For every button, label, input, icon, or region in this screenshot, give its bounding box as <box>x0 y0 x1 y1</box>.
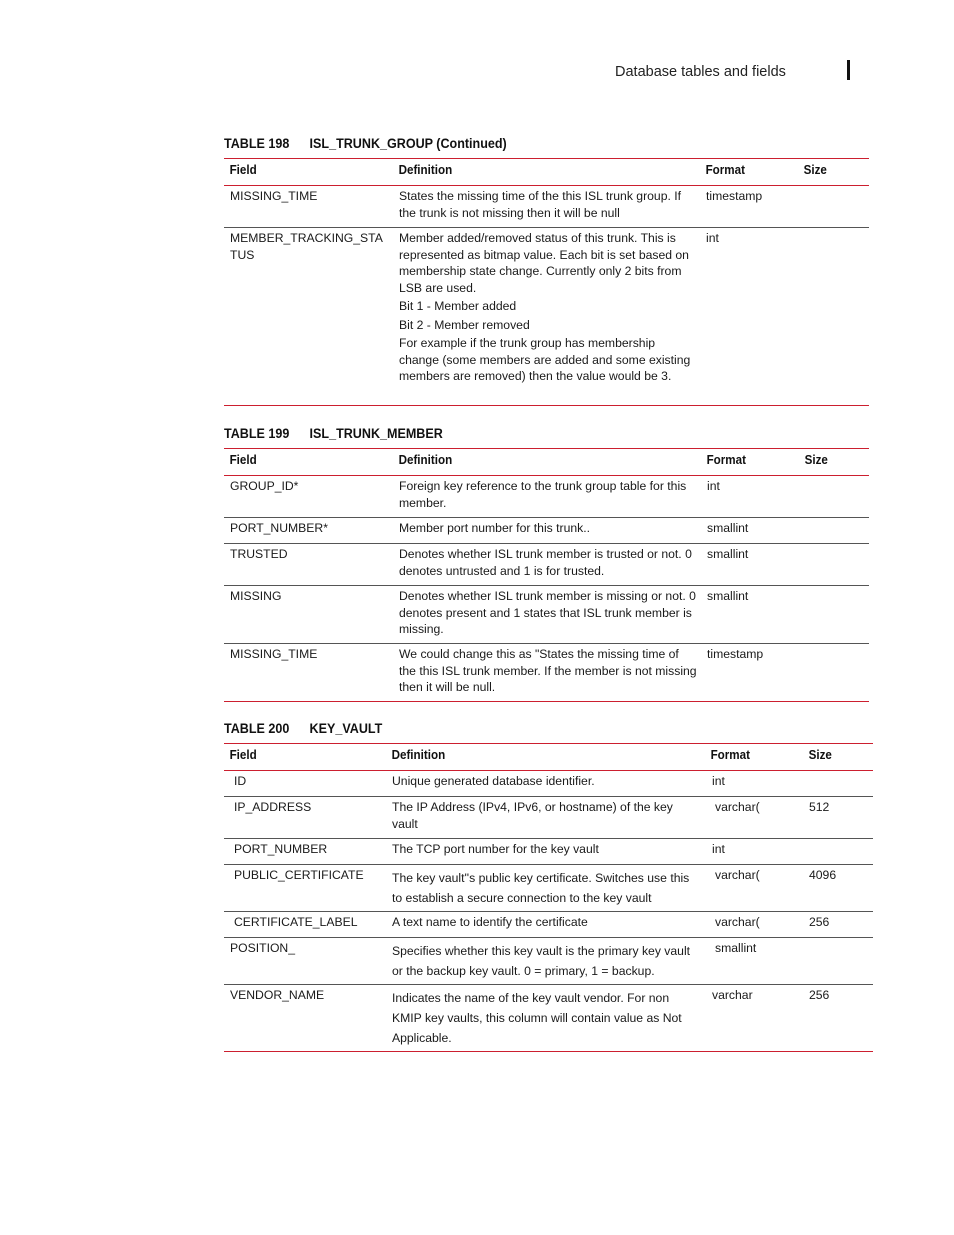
table-number: TABLE 199 <box>224 426 290 441</box>
table-row <box>224 912 873 938</box>
cell-field: GROUP_ID* <box>230 479 299 493</box>
table-row <box>224 797 873 839</box>
cell-definition <box>393 188 700 227</box>
definition-line: States the missing time of the this ISL trunk group. If the trunk is not missing then it will be null <box>399 189 682 220</box>
cell-size <box>799 478 869 517</box>
cell-size <box>798 188 869 227</box>
cell-size: 4096 <box>809 868 837 882</box>
cell-definition <box>393 520 701 543</box>
table-name: KEY_VAULT <box>309 721 383 736</box>
table-row <box>224 985 873 1052</box>
table-198 <box>224 136 869 406</box>
table-header-row <box>224 158 869 186</box>
definition-line: Denotes whether ISL trunk member is missing or not. 0 denotes present and 1 states that ISL trunk member is missing. <box>399 589 696 636</box>
table-number: TABLE 200 <box>224 721 290 736</box>
cell-field: VENDOR_NAME <box>230 988 325 1002</box>
cell-field: MISSING_TIME <box>230 647 318 661</box>
definition-line: Foreign key reference to the trunk group table for this member. <box>399 479 687 510</box>
cell-definition <box>393 646 701 701</box>
cell-field: MISSING_TIME <box>230 189 318 203</box>
definition-line: Bit 2 - Member removed <box>399 317 530 332</box>
table-row <box>224 518 869 544</box>
column-header-format: Format <box>710 748 750 762</box>
cell-format: int <box>706 231 719 245</box>
column-header-field: Field <box>229 163 257 177</box>
running-header-title: Database tables and fields <box>615 64 786 80</box>
table-row <box>224 186 869 228</box>
definition-line: We could change this as "States the missing time of the this ISL trunk member. If the member is not missing then it will be null. <box>399 647 697 694</box>
cell-field: ID <box>234 774 247 788</box>
cell-format: int <box>712 774 725 788</box>
cell-format: int <box>712 842 725 856</box>
table-row <box>224 938 873 985</box>
table-header-row <box>224 448 869 476</box>
definition-line: Indicates the name of the key vault vendor. For non KMIP key vaults, this column will contain value as Not Applicable. <box>392 991 682 1045</box>
table-name: ISL_TRUNK_GROUP (Continued) <box>309 136 507 151</box>
column-header-size: Size <box>803 163 827 177</box>
cell-size: 256 <box>809 915 830 929</box>
definition-line: For example if the trunk group has membership change (some members are added and some existing members are removed) then the value would be 3. <box>399 336 691 383</box>
table-number: TABLE 198 <box>224 136 290 151</box>
definition-line: Unique generated database identifier. <box>392 774 595 788</box>
cell-format: timestamp <box>707 647 764 661</box>
cell-definition <box>393 588 701 643</box>
cell-format: varchar <box>712 988 753 1002</box>
cell-definition <box>386 773 705 796</box>
cell-definition <box>393 478 701 517</box>
table-caption <box>224 136 824 158</box>
table-200 <box>224 721 873 1052</box>
cell-definition <box>386 799 705 838</box>
table-row <box>224 865 873 912</box>
table-grid <box>224 158 869 406</box>
cell-definition <box>386 914 705 937</box>
cell-size <box>803 773 873 796</box>
cell-size <box>799 588 869 643</box>
table-header-row <box>224 743 873 771</box>
cell-definition <box>386 841 705 864</box>
definition-line: The IP Address (IPv4, IPv6, or hostname) of the key vault <box>392 800 673 831</box>
cell-format: smallint <box>707 521 749 535</box>
cell-size <box>798 230 869 405</box>
column-header-definition: Definition <box>391 748 446 762</box>
table-row <box>224 544 869 586</box>
definition-line: The TCP port number for the key vault <box>392 842 599 856</box>
definition-line: Bit 1 - Member added <box>399 299 517 313</box>
cell-size: 512 <box>809 800 830 814</box>
cell-format: smallint <box>707 589 749 603</box>
cell-field: MISSING <box>230 589 282 603</box>
definition-line: Denotes whether ISL trunk member is trusted or not. 0 denotes untrusted and 1 is for trusted. <box>399 547 692 578</box>
table-row <box>224 476 869 518</box>
definition-line: The key vault''s public key certificate. Switches use this to establish a secure connection to the key vault <box>392 871 690 905</box>
cell-definition <box>386 867 705 911</box>
table-row <box>224 644 869 702</box>
column-header-field: Field <box>229 453 257 467</box>
cell-size <box>799 546 869 585</box>
cell-definition <box>386 940 705 984</box>
column-header-format: Format <box>705 163 745 177</box>
cell-size <box>803 841 873 864</box>
cell-format: varchar( <box>715 868 760 882</box>
cell-format: timestamp <box>706 189 763 203</box>
table-caption <box>224 426 824 448</box>
cell-size <box>799 520 869 543</box>
header-bar <box>847 60 850 80</box>
table-row <box>224 586 869 644</box>
table-row <box>224 771 873 797</box>
cell-size: 256 <box>809 988 830 1002</box>
column-header-definition: Definition <box>398 163 453 177</box>
definition-line: Specifies whether this key vault is the primary key vault or the backup key vault. 0 = primary, 1 = backup. <box>392 944 691 978</box>
table-row <box>224 839 873 865</box>
definition-line: Member port number for this trunk.. <box>399 521 591 535</box>
cell-field: POSITION_ <box>230 941 296 955</box>
column-header-size: Size <box>804 453 828 467</box>
table-grid <box>224 743 873 1052</box>
table-row <box>224 228 869 406</box>
cell-definition <box>393 230 700 405</box>
cell-size <box>803 940 873 984</box>
cell-format: varchar( <box>715 800 760 814</box>
cell-field: MEMBER_TRACKING_STATUS <box>230 231 383 262</box>
cell-size <box>799 646 869 701</box>
cell-field: PORT_NUMBER <box>234 842 328 856</box>
cell-field: PORT_NUMBER* <box>230 521 328 535</box>
cell-definition <box>386 987 705 1051</box>
column-header-format: Format <box>706 453 746 467</box>
cell-format: int <box>707 479 720 493</box>
cell-field: IP_ADDRESS <box>234 800 312 814</box>
table-199 <box>224 426 869 702</box>
table-grid <box>224 448 869 702</box>
cell-format: varchar( <box>715 915 760 929</box>
table-name: ISL_TRUNK_MEMBER <box>309 426 443 441</box>
definition-line: Member added/removed status of this trunk. This is represented as bitmap value. Each bit is set based on membership state change. Currently only 2 bits from LSB are used. <box>399 231 689 295</box>
cell-field: TRUSTED <box>230 547 288 561</box>
cell-format: smallint <box>715 941 757 955</box>
table-caption <box>224 721 828 743</box>
cell-definition <box>393 546 701 585</box>
column-header-size: Size <box>808 748 832 762</box>
column-header-definition: Definition <box>398 453 453 467</box>
cell-field: CERTIFICATE_LABEL <box>234 915 358 929</box>
cell-field: PUBLIC_CERTIFICATE <box>234 868 364 882</box>
definition-line: A text name to identify the certificate <box>392 915 588 929</box>
cell-format: smallint <box>707 547 749 561</box>
column-header-field: Field <box>229 748 257 762</box>
